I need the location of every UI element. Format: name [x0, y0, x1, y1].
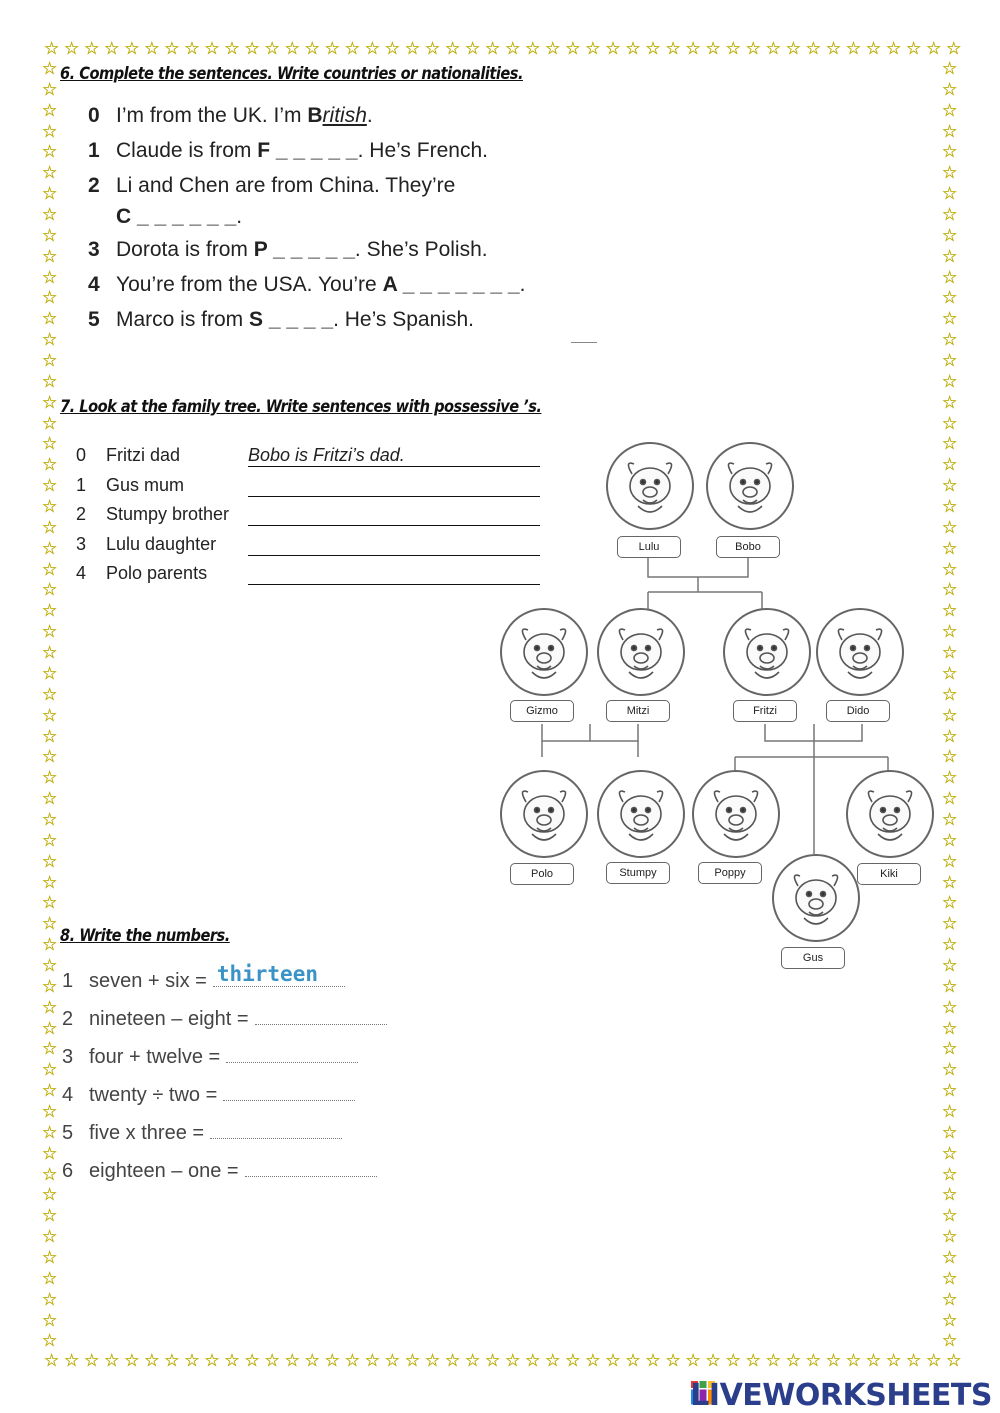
star-icon: ☆: [942, 663, 958, 683]
star-icon: ☆: [942, 60, 958, 78]
star-icon: ☆: [224, 40, 240, 58]
q7-answer-3[interactable]: [248, 534, 540, 556]
star-icon: ☆: [785, 40, 801, 58]
q6-item-2-blank[interactable]: C _ _ _ _ _ _.: [116, 205, 243, 228]
star-icon: ☆: [42, 434, 58, 454]
star-icon: ☆: [765, 40, 781, 58]
q8-answer-4[interactable]: [223, 1082, 355, 1101]
star-icon: ☆: [942, 1331, 958, 1350]
star-icon: ☆: [942, 351, 958, 371]
star-icon: ☆: [44, 1352, 60, 1370]
star-icon: ☆: [942, 789, 958, 809]
star-icon: ☆: [845, 40, 862, 58]
star-icon: ☆: [42, 205, 58, 225]
star-icon: ☆: [284, 40, 300, 58]
star-icon: ☆: [42, 1227, 58, 1247]
star-icon: ☆: [942, 809, 958, 829]
star-icon: ☆: [42, 330, 58, 350]
star-icon: ☆: [104, 40, 120, 58]
star-icon: ☆: [184, 40, 200, 58]
star-icon: ☆: [942, 163, 958, 183]
star-icon: ☆: [42, 809, 58, 829]
star-icon: ☆: [42, 455, 58, 475]
star-icon: ☆: [42, 622, 58, 642]
star-icon: ☆: [865, 40, 882, 58]
section7-title: 7. Look at the family tree. Write sentences with possessive ’s.: [60, 397, 542, 417]
star-icon: ☆: [625, 40, 641, 58]
star-icon: ☆: [942, 914, 958, 934]
star-icon: ☆: [42, 371, 58, 391]
star-icon: ☆: [364, 1352, 380, 1370]
q6-item-3[interactable]: 3 Dorota is from P _ _ _ _ _. She’s Polish.: [88, 238, 488, 261]
star-icon: ☆: [505, 1352, 521, 1370]
star-icon: ☆: [42, 663, 58, 683]
star-icon: ☆: [942, 601, 958, 621]
star-icon: ☆: [42, 997, 58, 1017]
star-icon: ☆: [565, 40, 581, 58]
star-icon: ☆: [42, 1247, 58, 1267]
star-icon: ☆: [545, 1352, 561, 1370]
star-icon: ☆: [942, 246, 958, 266]
q7-item-2: 2 Stumpy brother: [76, 504, 250, 525]
star-icon: ☆: [42, 225, 58, 245]
star-icon: ☆: [42, 1185, 58, 1205]
star-icon: ☆: [42, 1039, 58, 1059]
star-icon: ☆: [444, 40, 461, 58]
star-border-right: [942, 60, 960, 1350]
star-icon: ☆: [344, 1352, 360, 1370]
star-icon: ☆: [404, 40, 421, 58]
star-icon: ☆: [42, 246, 58, 266]
star-icon: ☆: [42, 601, 58, 621]
star-icon: ☆: [84, 1352, 100, 1370]
star-icon: ☆: [42, 351, 58, 371]
star-icon: ☆: [545, 40, 561, 58]
star-icon: ☆: [42, 267, 58, 287]
portrait-poppy: [692, 770, 780, 858]
q6-item-5[interactable]: 5 Marco is from S _ _ _ _. He’s Spanish.: [88, 308, 474, 331]
star-icon: ☆: [942, 1185, 958, 1205]
star-icon: ☆: [745, 1352, 761, 1370]
label-polo: Polo: [510, 863, 574, 885]
star-icon: ☆: [42, 476, 58, 496]
q7-item-1: 1 Gus mum: [76, 475, 250, 496]
star-icon: ☆: [942, 851, 958, 871]
star-icon: ☆: [942, 79, 958, 99]
star-icon: ☆: [42, 1122, 58, 1142]
star-icon: ☆: [404, 1352, 421, 1370]
star-icon: ☆: [942, 955, 958, 975]
star-icon: ☆: [745, 40, 761, 58]
q8-answer-6[interactable]: [245, 1158, 377, 1177]
star-icon: ☆: [942, 643, 958, 663]
star-icon: ☆: [585, 40, 601, 58]
portrait-polo: [500, 770, 588, 858]
q7-item-4: 4 Polo parents: [76, 563, 250, 584]
q8-item-2: 2 nineteen – eight =: [62, 1006, 387, 1031]
star-icon: ☆: [244, 40, 260, 58]
star-icon: ☆: [164, 40, 180, 58]
star-icon: ☆: [942, 1268, 958, 1288]
star-icon: ☆: [284, 1352, 300, 1370]
star-icon: ☆: [485, 1352, 501, 1370]
star-icon: ☆: [84, 40, 100, 58]
label-gizmo: Gizmo: [510, 700, 574, 722]
star-icon: ☆: [42, 413, 58, 433]
star-icon: ☆: [444, 1352, 461, 1370]
star-icon: ☆: [42, 559, 58, 579]
star-icon: ☆: [942, 1247, 958, 1267]
q7-item-0: 0 Fritzi dad Bobo is Fritzi’s dad.: [76, 445, 250, 466]
q8-answer-3[interactable]: [226, 1044, 358, 1063]
star-icon: ☆: [942, 1060, 958, 1080]
label-fritzi: Fritzi: [733, 700, 797, 722]
star-icon: ☆: [942, 726, 958, 746]
portrait-fritzi: [723, 608, 811, 696]
star-icon: ☆: [42, 1310, 58, 1330]
star-icon: ☆: [926, 40, 942, 58]
star-icon: ☆: [942, 309, 958, 329]
portrait-bobo: [706, 442, 794, 530]
star-icon: ☆: [942, 1164, 958, 1184]
q7-answer-4[interactable]: [248, 563, 540, 585]
star-icon: ☆: [705, 40, 721, 58]
star-icon: ☆: [942, 142, 958, 162]
q8-item-1: 1 seven + six = thirteen: [62, 968, 345, 993]
star-icon: ☆: [42, 392, 58, 412]
star-icon: ☆: [665, 40, 681, 58]
star-icon: ☆: [344, 40, 360, 58]
star-icon: ☆: [942, 580, 958, 600]
star-icon: ☆: [865, 1352, 882, 1370]
star-icon: ☆: [424, 40, 441, 58]
portrait-dido: [816, 608, 904, 696]
portrait-lulu: [606, 442, 694, 530]
star-icon: ☆: [885, 40, 902, 58]
star-icon: ☆: [942, 830, 958, 850]
star-icon: ☆: [942, 517, 958, 537]
portrait-kiki: [846, 770, 934, 858]
q8-answer-2[interactable]: [255, 1006, 387, 1025]
q6-item-0: 0 I’m from the UK. I’m British.: [88, 104, 373, 127]
star-icon: ☆: [42, 517, 58, 537]
star-icon: ☆: [64, 40, 80, 58]
star-border-left: [42, 60, 60, 1350]
q6-item-1[interactable]: 1 Claude is from F _ _ _ _ _. He’s French.: [88, 139, 488, 162]
star-icon: ☆: [42, 684, 58, 704]
star-icon: ☆: [942, 997, 958, 1017]
star-icon: ☆: [42, 830, 58, 850]
q7-answer-2[interactable]: [248, 504, 540, 526]
star-icon: ☆: [424, 1352, 441, 1370]
star-icon: ☆: [42, 538, 58, 558]
star-icon: ☆: [42, 309, 58, 329]
label-dido: Dido: [826, 700, 890, 722]
star-icon: ☆: [42, 976, 58, 996]
star-icon: ☆: [42, 121, 58, 141]
star-icon: ☆: [942, 121, 958, 141]
star-icon: ☆: [42, 1331, 58, 1350]
star-icon: ☆: [324, 40, 340, 58]
star-icon: ☆: [942, 559, 958, 579]
star-icon: ☆: [942, 413, 958, 433]
star-icon: ☆: [42, 1289, 58, 1309]
star-icon: ☆: [42, 580, 58, 600]
star-icon: ☆: [942, 976, 958, 996]
star-border-top: [44, 40, 962, 60]
star-icon: ☆: [885, 1352, 902, 1370]
section8-title: 8. Write the numbers.: [60, 926, 230, 946]
star-icon: ☆: [942, 1289, 958, 1309]
star-icon: ☆: [384, 1352, 401, 1370]
star-icon: ☆: [244, 1352, 260, 1370]
label-poppy: Poppy: [698, 862, 762, 884]
label-stumpy: Stumpy: [606, 862, 670, 884]
star-icon: ☆: [942, 705, 958, 725]
star-icon: ☆: [665, 1352, 681, 1370]
label-gus: Gus: [781, 947, 845, 969]
star-icon: ☆: [942, 768, 958, 788]
star-icon: ☆: [785, 1352, 801, 1370]
star-icon: ☆: [42, 60, 58, 78]
star-icon: ☆: [44, 40, 60, 58]
star-icon: ☆: [42, 768, 58, 788]
star-icon: ☆: [42, 1060, 58, 1080]
star-icon: ☆: [942, 497, 958, 517]
star-icon: ☆: [942, 1143, 958, 1163]
star-border-bottom: [44, 1352, 962, 1372]
star-icon: ☆: [805, 1352, 822, 1370]
star-icon: ☆: [942, 747, 958, 767]
star-icon: ☆: [942, 893, 958, 913]
star-icon: ☆: [942, 455, 958, 475]
star-icon: ☆: [124, 1352, 140, 1370]
star-icon: ☆: [942, 371, 958, 391]
star-icon: ☆: [942, 1206, 958, 1226]
star-icon: ☆: [224, 1352, 240, 1370]
star-icon: ☆: [942, 392, 958, 412]
star-icon: ☆: [906, 40, 922, 58]
star-icon: ☆: [942, 184, 958, 204]
star-icon: ☆: [42, 872, 58, 892]
star-icon: ☆: [42, 1018, 58, 1038]
q6-item-4[interactable]: 4 You’re from the USA. You’re A _ _ _ _ _ _ _.: [88, 273, 526, 296]
star-icon: ☆: [42, 142, 58, 162]
star-icon: ☆: [42, 288, 58, 308]
star-icon: ☆: [42, 497, 58, 517]
star-icon: ☆: [946, 1352, 962, 1370]
star-icon: ☆: [42, 1164, 58, 1184]
star-icon: ☆: [725, 40, 741, 58]
star-icon: ☆: [64, 1352, 80, 1370]
q8-item-5: 5 five x three =: [62, 1120, 342, 1145]
star-icon: ☆: [204, 40, 220, 58]
star-icon: ☆: [906, 1352, 922, 1370]
star-icon: ☆: [304, 40, 320, 58]
star-icon: ☆: [942, 205, 958, 225]
label-kiki: Kiki: [857, 863, 921, 885]
star-icon: ☆: [942, 1039, 958, 1059]
star-icon: ☆: [605, 40, 621, 58]
star-icon: ☆: [104, 1352, 120, 1370]
star-icon: ☆: [264, 1352, 280, 1370]
star-icon: ☆: [124, 40, 140, 58]
q7-answer-0: Bobo is Fritzi’s dad.: [248, 445, 540, 467]
star-icon: ☆: [942, 100, 958, 120]
label-mitzi: Mitzi: [606, 700, 670, 722]
star-icon: ☆: [685, 40, 701, 58]
star-icon: ☆: [942, 330, 958, 350]
star-icon: ☆: [42, 789, 58, 809]
star-icon: ☆: [42, 1143, 58, 1163]
star-icon: ☆: [42, 1206, 58, 1226]
star-icon: ☆: [164, 1352, 180, 1370]
q8-item-4: 4 twenty ÷ two =: [62, 1082, 355, 1107]
star-icon: ☆: [264, 40, 280, 58]
star-icon: ☆: [184, 1352, 200, 1370]
star-icon: ☆: [942, 1101, 958, 1121]
star-icon: ☆: [685, 1352, 701, 1370]
star-icon: ☆: [942, 434, 958, 454]
star-icon: ☆: [485, 40, 501, 58]
star-icon: ☆: [825, 1352, 842, 1370]
star-icon: ☆: [942, 622, 958, 642]
star-icon: ☆: [942, 267, 958, 287]
star-icon: ☆: [42, 955, 58, 975]
star-icon: ☆: [946, 40, 962, 58]
star-icon: ☆: [565, 1352, 581, 1370]
portrait-mitzi: [597, 608, 685, 696]
star-icon: ☆: [42, 184, 58, 204]
star-icon: ☆: [825, 40, 842, 58]
star-icon: ☆: [304, 1352, 320, 1370]
star-icon: ☆: [942, 225, 958, 245]
section6-title: 6. Complete the sentences. Write countries or nationalities.: [60, 64, 523, 84]
q7-item-3: 3 Lulu daughter: [76, 534, 250, 555]
star-icon: ☆: [42, 935, 58, 955]
star-icon: ☆: [942, 935, 958, 955]
star-icon: ☆: [204, 1352, 220, 1370]
star-icon: ☆: [42, 163, 58, 183]
star-icon: ☆: [942, 684, 958, 704]
star-icon: ☆: [942, 1122, 958, 1142]
star-icon: ☆: [42, 79, 58, 99]
star-icon: ☆: [525, 40, 541, 58]
star-icon: ☆: [605, 1352, 621, 1370]
star-icon: ☆: [645, 40, 661, 58]
star-icon: ☆: [144, 1352, 160, 1370]
star-icon: ☆: [42, 1268, 58, 1288]
star-icon: ☆: [505, 40, 521, 58]
star-icon: ☆: [942, 476, 958, 496]
divider: [571, 342, 597, 343]
star-icon: ☆: [42, 893, 58, 913]
star-icon: ☆: [942, 1018, 958, 1038]
q8-item-6: 6 eighteen – one =: [62, 1158, 377, 1183]
star-icon: ☆: [765, 1352, 781, 1370]
star-icon: ☆: [926, 1352, 942, 1370]
star-icon: ☆: [645, 1352, 661, 1370]
star-icon: ☆: [525, 1352, 541, 1370]
star-icon: ☆: [942, 1081, 958, 1101]
star-icon: ☆: [942, 1310, 958, 1330]
star-icon: ☆: [942, 1227, 958, 1247]
portrait-gus: [772, 854, 860, 942]
q7-answer-1[interactable]: [248, 475, 540, 497]
star-icon: ☆: [42, 643, 58, 663]
portrait-stumpy: [597, 770, 685, 858]
star-icon: ☆: [42, 851, 58, 871]
portrait-gizmo: [500, 608, 588, 696]
star-icon: ☆: [384, 40, 401, 58]
star-icon: ☆: [942, 538, 958, 558]
star-icon: ☆: [42, 1081, 58, 1101]
star-icon: ☆: [942, 872, 958, 892]
star-icon: ☆: [464, 1352, 481, 1370]
star-icon: ☆: [725, 1352, 741, 1370]
q8-item-3: 3 four + twelve =: [62, 1044, 358, 1069]
q8-answer-1: thirteen: [213, 968, 345, 987]
star-icon: ☆: [42, 100, 58, 120]
star-icon: ☆: [42, 1101, 58, 1121]
q6-item-2: 2 Li and Chen are from China. They’re: [88, 174, 456, 197]
star-icon: ☆: [625, 1352, 641, 1370]
star-icon: ☆: [42, 726, 58, 746]
star-icon: ☆: [42, 914, 58, 934]
star-icon: ☆: [364, 40, 380, 58]
star-icon: ☆: [805, 40, 822, 58]
star-icon: ☆: [845, 1352, 862, 1370]
star-icon: ☆: [942, 288, 958, 308]
star-icon: ☆: [42, 747, 58, 767]
star-icon: ☆: [585, 1352, 601, 1370]
star-icon: ☆: [705, 1352, 721, 1370]
star-icon: ☆: [144, 40, 160, 58]
footer-brand: LIVEWORKSHEETS: [690, 1378, 992, 1413]
label-bobo: Bobo: [716, 536, 780, 558]
star-icon: ☆: [464, 40, 481, 58]
q8-answer-5[interactable]: [210, 1120, 342, 1139]
star-icon: ☆: [324, 1352, 340, 1370]
star-icon: ☆: [42, 705, 58, 725]
label-lulu: Lulu: [617, 536, 681, 558]
